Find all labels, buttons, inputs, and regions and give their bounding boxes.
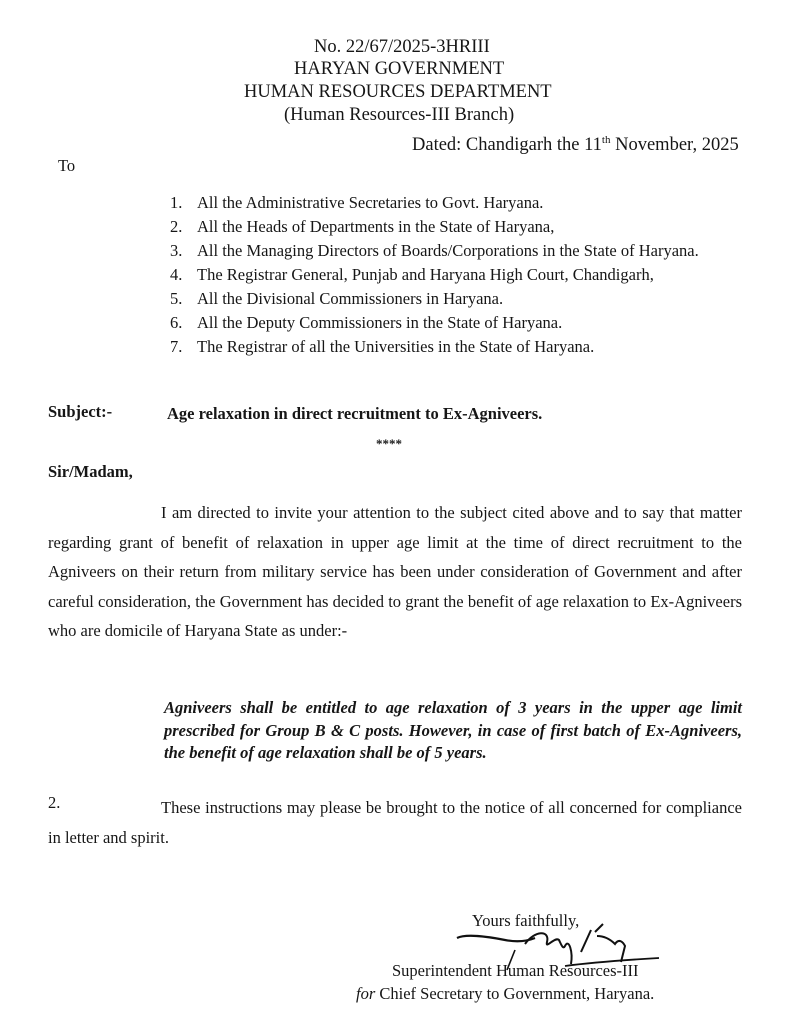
file-number: No. 22/67/2025-3HRIII [314, 37, 490, 57]
recipient-item [170, 311, 750, 335]
recipient-number: 2. [170, 217, 183, 236]
salutation: Sir/Madam, [48, 462, 133, 481]
body-paragraph-2 [48, 793, 742, 852]
recipient-item [170, 287, 750, 311]
branch-name: (Human Resources-III Branch) [284, 105, 515, 125]
for-text: Chief Secretary to Government, Haryana. [375, 984, 655, 1003]
closing: Yours faithfully, [472, 911, 580, 930]
recipient-number: 5. [170, 289, 183, 308]
to-label: To [58, 156, 76, 175]
separator: **** [376, 436, 402, 451]
department-name: HUMAN RESOURCES DEPARTMENT [244, 82, 552, 102]
paragraph-2-text: These instructions may please be brought to the notice of all concerned for compliance in letter and spirit. [48, 798, 742, 847]
recipient-text: All the Deputy Commissioners in the State of Haryana. [197, 313, 563, 332]
designation: Superintendent Human Resources-III [392, 961, 639, 980]
relaxation-rule: Agniveers shall be entitled to age relaxation of 3 years in the upper age limit prescribed for Group B & C posts. However, in case of first batch of Ex-Agniveers, the benefit of age relaxation shall be of 5 years. [164, 698, 742, 762]
dated-prefix: Dated: Chandigarh the 11 [412, 135, 602, 156]
paragraph-2-number: 2. [48, 793, 61, 812]
recipient-item [170, 263, 750, 287]
recipient-text: The Registrar of all the Universities in the State of Haryana. [197, 337, 595, 356]
body-paragraph-1 [48, 498, 742, 646]
recipient-number: 1. [170, 193, 183, 212]
recipient-item [170, 335, 750, 359]
recipient-item [170, 239, 750, 263]
recipient-text: The Registrar General, Punjab and Haryana High Court, Chandigarh, [197, 265, 654, 284]
dated-line [412, 129, 739, 156]
dated-suffix: November, 2025 [610, 135, 739, 156]
recipient-number: 7. [170, 337, 183, 356]
recipient-item [170, 191, 750, 215]
recipient-number: 3. [170, 241, 183, 260]
for-prefix: for [356, 984, 376, 1003]
subject-text: Age relaxation in direct recruitment to Ex-Agniveers. [167, 404, 543, 423]
recipient-text: All the Divisional Commissioners in Haryana. [197, 289, 504, 308]
recipient-number: 6. [170, 313, 183, 332]
dated-superscript: th [601, 134, 611, 146]
recipients-list [170, 191, 750, 359]
recipient-text: All the Heads of Departments in the State of Haryana, [197, 217, 555, 236]
recipient-item [170, 215, 750, 239]
recipient-number: 4. [170, 265, 183, 284]
for-line [356, 984, 654, 1004]
recipient-text: All the Managing Directors of Boards/Corporations in the State of Haryana. [197, 241, 699, 260]
government-name: HARYAN GOVERNMENT [294, 59, 505, 79]
recipient-text: All the Administrative Secretaries to Govt. Haryana. [197, 193, 544, 212]
subject-label: Subject:- [48, 402, 113, 421]
paragraph-1-text: I am directed to invite your attention to the subject cited above and to say that matter regarding grant of benefit of relaxation in upper age limit at the time of direct recruitment to the Agniveers on their return from military service has been under consideration of Government and after careful consideration, the Government has decided to grant the benefit of age relaxation to Ex-Agniveers who are domicile of Haryana State as under:- [48, 503, 742, 640]
